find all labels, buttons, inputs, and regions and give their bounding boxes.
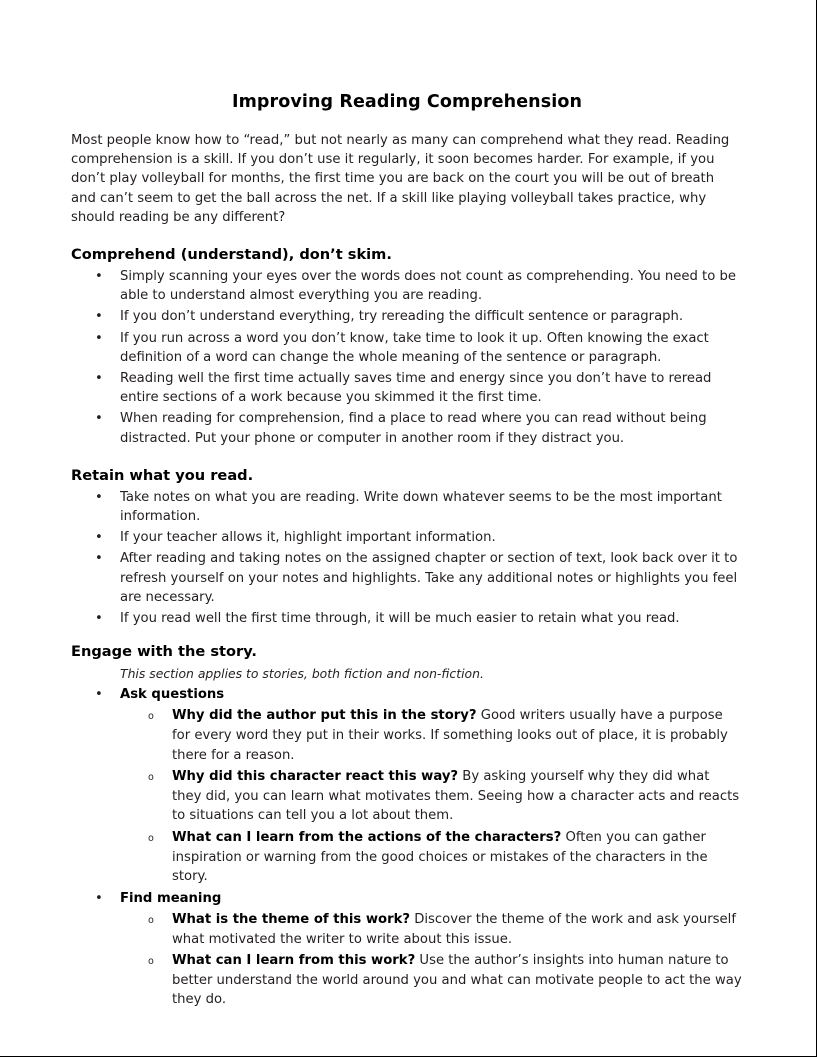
bullet-icon: • [95,611,103,627]
sub-bullet-list-find-meaning [120,910,743,1010]
section-note: This section applies to stories, both fiction and non-fiction. [120,666,484,682]
list-item-text: When reading for comprehension, find a place to read where you can read without being distracted. Put your phone or computer in another room if they distract you. [120,411,707,446]
sub-bullet-list-ask-questions [120,706,743,886]
section-heading-retain: Retain what you read. [71,466,254,484]
sub-item-lead: Why did the author put this in the story? [172,708,477,724]
sub-list-item [120,951,743,1010]
bullet-icon: • [95,489,103,505]
sub-list-item [120,910,743,949]
section-heading-comprehend: Comprehend (understand), don’t skim. [71,246,392,264]
intro-paragraph: Most people know how to “read,” but not nearly as many can comprehend what they read. Reading comprehension is a skill. If you don’t use it regularly, it soon becomes harder. For example, if you don’t play volleyball for months, the first time you are back on the court you will be out of breath and can’t seem to get the ball across the net. If a skill like playing volleyball takes practice, why should reading be any different? [71,133,730,225]
bullet-list-comprehend [71,267,743,448]
list-item [71,549,743,607]
list-item-text: After reading and taking notes on the assigned chapter or section of text, look back over it to refresh yourself on your notes and highlights. Take any additional notes or highlights you feel are necessary. [120,551,738,605]
list-item-text: If you read well the first time through, it will be much easier to retain what you read. [120,611,680,627]
group-label-ask-questions: Ask questions [120,687,225,703]
list-item-text: If you run across a word you don’t know, take time to look it up. Often knowing the exact definition of a word can change the whole meaning of the sentence or paragraph. [120,330,709,365]
sub-list-item [120,767,743,826]
list-item [71,409,743,447]
list-item-text: If your teacher allows it, highlight important information. [120,530,496,546]
bullet-icon: • [95,890,103,906]
list-item-text: Simply scanning your eyes over the words does not count as comprehending. You need to be able to understand almost everything you are reading. [120,269,736,304]
section-heading-engage: Engage with the story. [71,643,257,661]
bullet-icon: • [95,687,103,703]
list-item [71,528,743,547]
bullet-icon: • [95,371,103,387]
sub-item-lead: What can I learn from the actions of the characters? [172,830,562,846]
sub-item-body: Good writers usually have a purpose for every word they put in their works. If something looks out of place, it is probably there for a reason. [172,708,728,763]
sub-item-body: Use the author’s insights into human nature to better understand the world around you and what can motivate people to act the way they do. [172,953,742,1008]
sub-item-body: Often you can gather inspiration or warning from the good choices or mistakes of the characters in the story. [172,830,708,885]
sub-list-item [120,828,743,887]
bullet-icon: • [95,530,103,546]
bullet-icon: • [95,411,103,427]
list-item-text: Reading well the first time actually saves time and energy since you don’t have to reread entire sections of a work because you skimmed it the first time. [120,371,712,406]
bullet-icon: • [95,269,103,285]
list-item [71,307,743,326]
bullet-list-retain [71,488,743,628]
list-item [71,488,743,526]
sub-item-lead: What is the theme of this work? [172,912,411,928]
sub-list-item [120,706,743,765]
sub-bullet-icon: o [148,772,154,784]
list-item-text: If you don’t understand everything, try rereading the difficult sentence or paragraph. [120,309,684,325]
bullet-list-engage [71,685,743,704]
sub-list-wrapper-find-meaning [71,910,743,1010]
bullet-icon: • [95,330,103,346]
bullet-icon: • [95,551,103,567]
sub-bullet-icon: o [148,711,154,723]
sub-bullet-icon: o [148,833,154,845]
bullet-list-find-meaning [71,889,743,908]
list-item [71,267,743,305]
list-item-group-label [71,685,743,704]
sub-item-lead: Why did this character react this way? [172,769,459,785]
document-body [71,0,743,1010]
sub-list-wrapper-ask-questions [71,706,743,886]
sub-item-body: Discover the theme of the work and ask yourself what motivated the writer to write about this issue. [172,912,736,947]
list-item [71,329,743,367]
list-item [71,609,743,628]
list-item-group-label [71,889,743,908]
sub-bullet-icon: o [148,915,154,927]
sub-bullet-icon: o [148,956,154,968]
list-item-text: Take notes on what you are reading. Write down whatever seems to be the most important information. [120,489,722,525]
sub-item-lead: What can I learn from this work? [172,953,416,969]
list-item [71,369,743,407]
page-title: Improving Reading Comprehension [231,92,583,112]
group-label-find-meaning: Find meaning [120,890,222,906]
bullet-icon: • [95,309,103,325]
sub-item-body: By asking yourself why they did what they did, you can learn what motivates them. Seeing how a character acts and reacts to situations can tell you a lot about them. [172,769,740,824]
